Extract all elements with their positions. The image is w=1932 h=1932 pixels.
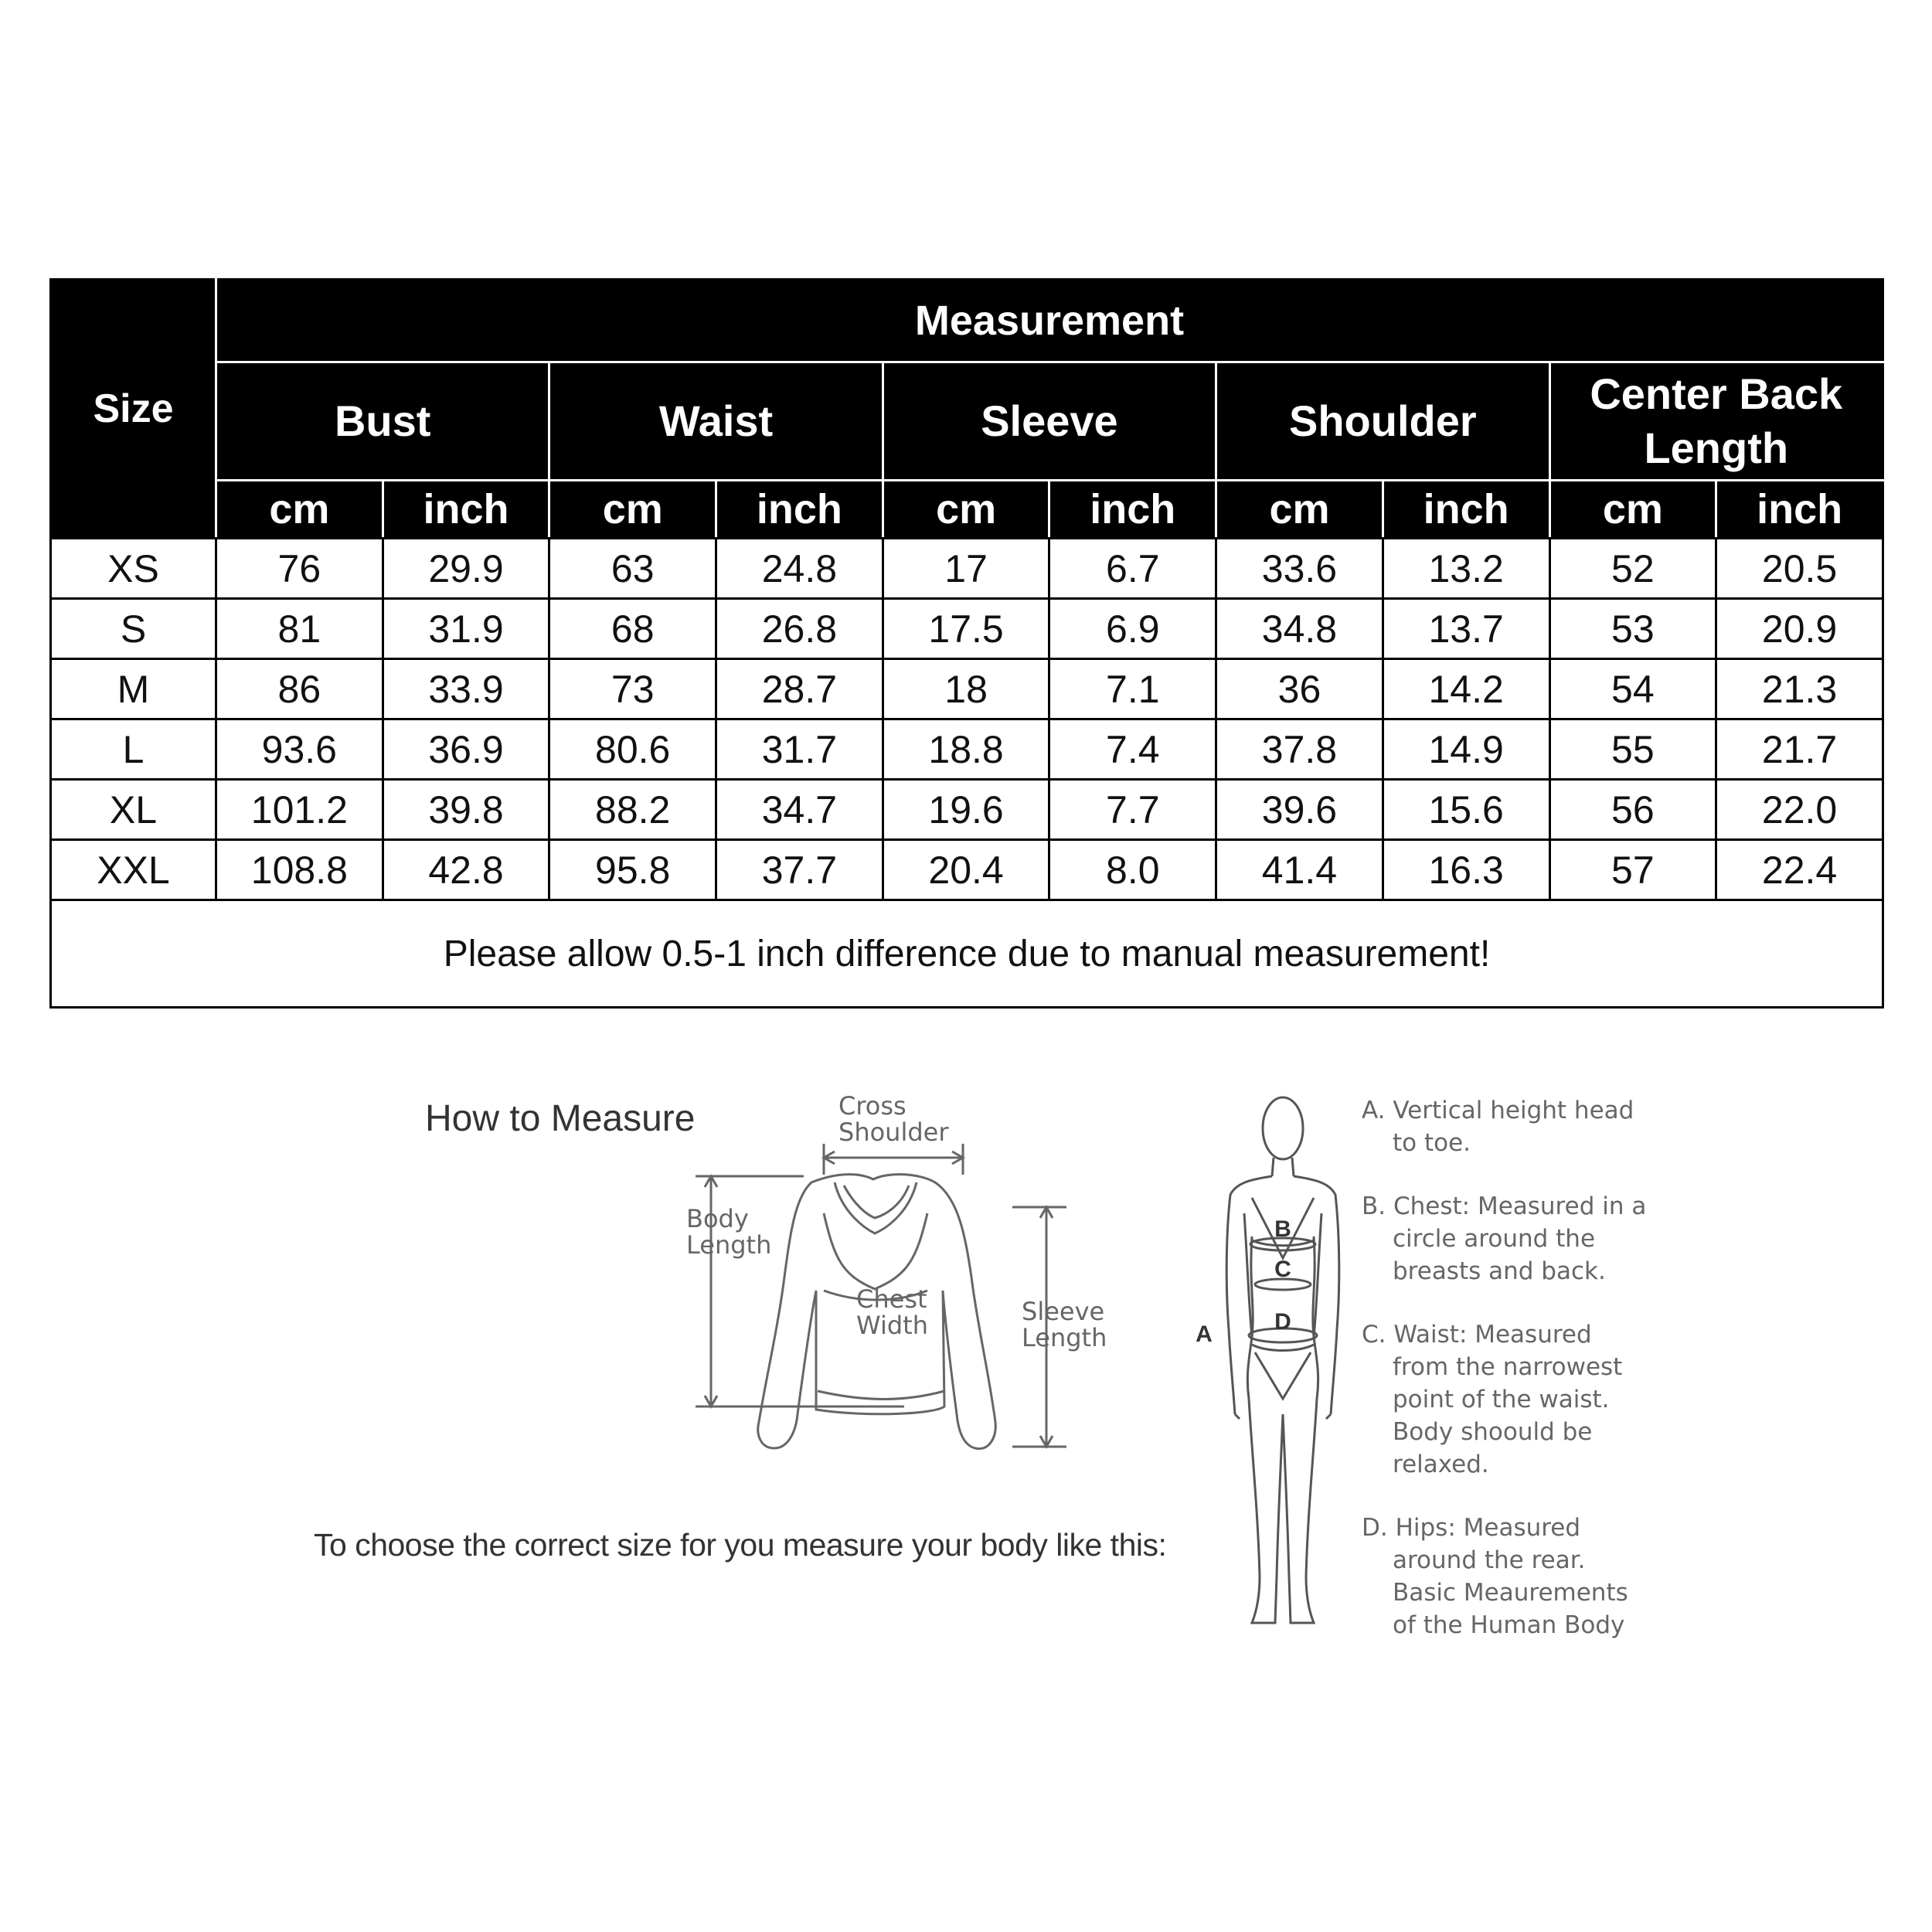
sleeve-length-label [1022,1298,1107,1351]
group-header-bust: Bust [216,362,549,481]
description-b-line: circle around the [1393,1225,1596,1253]
cross-shoulder-label-line2: Shoulder [838,1117,949,1147]
value-cell: 42.8 [383,840,549,900]
description-c [1362,1318,1671,1481]
value-cell: 88.2 [549,780,716,840]
value-cell: 73 [549,659,716,719]
value-cell: 18 [883,659,1049,719]
value-cell: 20.5 [1716,539,1883,599]
value-cell: 22.0 [1716,780,1883,840]
body-label-d: D [1274,1309,1291,1335]
value-cell: 26.8 [716,599,883,659]
group-header-waist: Waist [549,362,883,481]
cross-shoulder-label [838,1093,949,1145]
value-cell: 57 [1549,840,1716,900]
chest-width-label [856,1286,928,1338]
value-cell: 34.8 [1216,599,1383,659]
value-cell: 22.4 [1716,840,1883,900]
value-cell: 33.6 [1216,539,1383,599]
body-length-label-line1: Body [686,1204,749,1233]
table-row [51,599,1883,659]
description-d-line: Basic Meaurements [1393,1579,1628,1607]
unit-header-inch: inch [383,481,549,539]
value-cell: 108.8 [216,840,383,900]
value-cell: 17 [883,539,1049,599]
body-label-c: C [1274,1257,1291,1282]
measurement-note: Please allow 0.5-1 inch difference due to manual measurement! [51,900,1883,1008]
value-cell: 28.7 [716,659,883,719]
unit-header-inch: inch [716,481,883,539]
value-cell: 20.4 [883,840,1049,900]
description-d-line: of the Human Body [1393,1611,1625,1639]
value-cell: 7.4 [1049,719,1216,780]
size-cell: S [51,599,216,659]
unit-header-cm: cm [1549,481,1716,539]
value-cell: 7.1 [1049,659,1216,719]
value-cell: 36.9 [383,719,549,780]
value-cell: 14.2 [1383,659,1549,719]
value-cell: 55 [1549,719,1716,780]
value-cell: 53 [1549,599,1716,659]
value-cell: 63 [549,539,716,599]
value-cell: 41.4 [1216,840,1383,900]
body-label-b: B [1274,1216,1291,1242]
group-header-sleeve: Sleeve [883,362,1216,481]
description-a-line: to toe. [1393,1129,1471,1157]
value-cell: 39.6 [1216,780,1383,840]
description-c-line: C. Waist: Measured [1362,1321,1592,1349]
value-cell: 15.6 [1383,780,1549,840]
value-cell: 56 [1549,780,1716,840]
sleeve-length-label-line2: Length [1022,1323,1107,1352]
size-cell: XXL [51,840,216,900]
unit-header-inch: inch [1716,481,1883,539]
value-cell: 37.7 [716,840,883,900]
description-c-line: relaxed. [1393,1451,1489,1478]
value-cell: 33.9 [383,659,549,719]
unit-header-cm: cm [216,481,383,539]
size-cell: XL [51,780,216,840]
unit-header-cm: cm [883,481,1049,539]
value-cell: 6.9 [1049,599,1216,659]
value-cell: 21.3 [1716,659,1883,719]
value-cell: 36 [1216,659,1383,719]
value-cell: 21.7 [1716,719,1883,780]
value-cell: 39.8 [383,780,549,840]
value-cell: 68 [549,599,716,659]
value-cell: 95.8 [549,840,716,900]
value-cell: 31.9 [383,599,549,659]
description-b-line: B. Chest: Measured in a [1362,1192,1647,1220]
description-b-line: breasts and back. [1393,1257,1606,1285]
body-label-a: A [1196,1321,1213,1347]
value-cell: 54 [1549,659,1716,719]
value-cell: 101.2 [216,780,383,840]
description-a [1362,1094,1671,1159]
value-cell: 34.7 [716,780,883,840]
unit-header-inch: inch [1049,481,1216,539]
value-cell: 52 [1549,539,1716,599]
value-cell: 24.8 [716,539,883,599]
chest-width-label-line1: Chest [856,1284,927,1314]
value-cell: 7.7 [1049,780,1216,840]
size-cell: L [51,719,216,780]
body-length-label-line2: Length [686,1230,772,1260]
description-d [1362,1512,1671,1641]
value-cell: 14.9 [1383,719,1549,780]
size-table-body [51,539,1883,900]
description-d-line: D. Hips: Measured [1362,1514,1581,1542]
body-length-label [686,1206,771,1258]
measure-instruction: To choose the correct size for you measure your body like this: [314,1527,1167,1563]
value-cell: 17.5 [883,599,1049,659]
table-row [51,539,1883,599]
head-outline [1263,1097,1303,1159]
body-outline [1226,1176,1339,1419]
group-header-shoulder: Shoulder [1216,362,1549,481]
measurement-header: Measurement [216,280,1883,362]
value-cell: 16.3 [1383,840,1549,900]
value-cell: 18.8 [883,719,1049,780]
human-body-diagram [1175,1082,1376,1646]
description-b [1362,1190,1671,1287]
value-cell: 37.8 [1216,719,1383,780]
value-cell: 86 [216,659,383,719]
size-header: Size [51,280,216,539]
value-cell: 13.2 [1383,539,1549,599]
value-cell: 8.0 [1049,840,1216,900]
value-cell: 81 [216,599,383,659]
value-cell: 6.7 [1049,539,1216,599]
size-cell: M [51,659,216,719]
value-cell: 80.6 [549,719,716,780]
table-row [51,780,1883,840]
cross-shoulder-label-line1: Cross [838,1091,906,1121]
unit-header-cm: cm [549,481,716,539]
description-c-line: point of the waist. [1393,1386,1610,1413]
value-cell: 19.6 [883,780,1049,840]
value-cell: 93.6 [216,719,383,780]
size-cell: XS [51,539,216,599]
how-to-measure-title: How to Measure [425,1098,696,1139]
unit-header-cm: cm [1216,481,1383,539]
value-cell: 20.9 [1716,599,1883,659]
chest-width-label-line2: Width [856,1311,928,1340]
value-cell: 29.9 [383,539,549,599]
description-a-line: A. Vertical height head [1362,1097,1634,1124]
size-chart-table [49,278,1884,1009]
description-d-line: around the rear. [1393,1546,1586,1574]
sleeve-length-label-line1: Sleeve [1022,1297,1105,1326]
description-c-line: Body shoould be [1393,1418,1593,1446]
unit-header-inch: inch [1383,481,1549,539]
value-cell: 13.7 [1383,599,1549,659]
value-cell: 31.7 [716,719,883,780]
table-row [51,719,1883,780]
group-header-center-back-length: Center Back Length [1549,362,1883,481]
table-row [51,840,1883,900]
value-cell: 76 [216,539,383,599]
table-row [51,659,1883,719]
description-c-line: from the narrowest [1393,1353,1623,1381]
